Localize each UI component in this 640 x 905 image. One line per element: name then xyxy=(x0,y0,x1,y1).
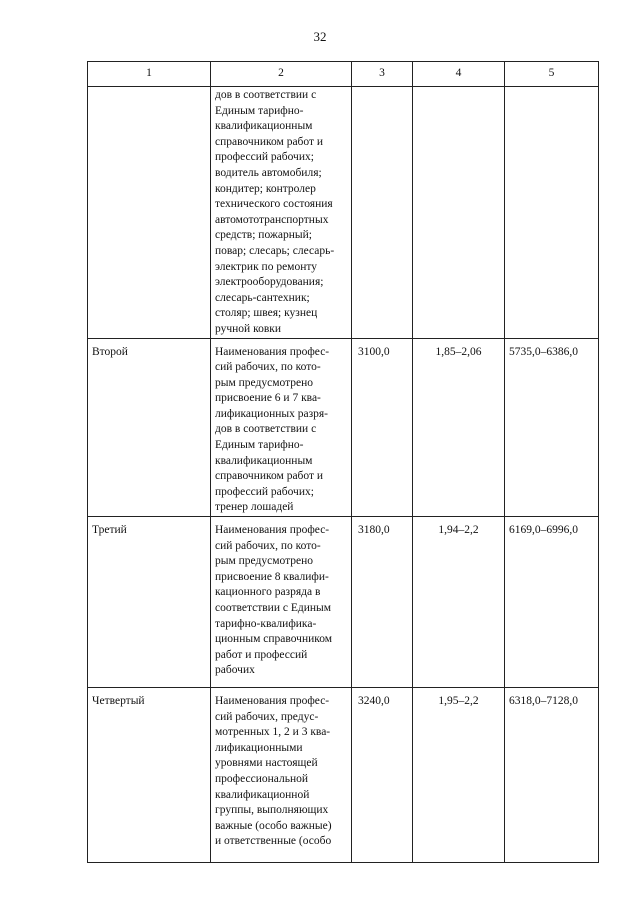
text-line: средств; пожарный; xyxy=(215,229,312,242)
range-cell: 6169,0–6996,0 xyxy=(505,517,599,688)
text-line: тарифно-квалифика- xyxy=(215,617,317,630)
column-header: 4 xyxy=(413,62,505,87)
professions-cell xyxy=(211,87,352,339)
text-line: присвоение 8 квалифи- xyxy=(215,570,329,583)
text-line: Единым тарифно- xyxy=(215,104,304,117)
text-line: мотренных 1, 2 и 3 ква- xyxy=(215,726,331,739)
text-line: слесарь-сантехник; xyxy=(215,291,310,304)
header-row xyxy=(88,62,599,87)
text-line: водитель автомобиля; xyxy=(215,166,322,179)
text-line: автомототранспортных xyxy=(215,213,329,226)
column-header: 3 xyxy=(352,62,413,87)
text-line: сий рабочих, по кото- xyxy=(215,361,321,374)
professions-cell xyxy=(211,688,352,863)
salary-table xyxy=(87,61,599,863)
text-line: дов в соответствии с xyxy=(215,423,317,436)
coefficient-cell: 1,94–2,2 xyxy=(413,517,505,688)
salary-cell: 3240,0 xyxy=(352,688,413,863)
range-cell: 5735,0–6386,0 xyxy=(505,338,599,517)
text-line: повар; слесарь; слесарь- xyxy=(215,244,335,257)
text-line: кондитер; контролер xyxy=(215,182,316,195)
text-line: квалификационным xyxy=(215,454,313,467)
text-line: важные (особо важные) xyxy=(215,819,332,832)
table-row xyxy=(88,688,599,863)
text-line: квалификационной xyxy=(215,788,310,801)
coefficient-cell: 1,85–2,06 xyxy=(413,338,505,517)
text-line: соответствии с Единым xyxy=(215,602,332,614)
text-line: тренер лошадей xyxy=(215,501,294,514)
range-cell: 6318,0–7128,0 xyxy=(505,688,599,863)
level-cell xyxy=(88,87,211,339)
table-row-continuation xyxy=(88,87,599,339)
level-cell: Четвертый xyxy=(88,688,211,863)
salary-cell: 3180,0 xyxy=(352,517,413,688)
coefficient-cell: 1,95–2,2 xyxy=(413,688,505,863)
level-cell: Второй xyxy=(88,338,211,517)
text-line: технического состояния xyxy=(215,198,333,211)
text-line: электрик по ремонту xyxy=(215,260,317,273)
text-line: лификационных разря- xyxy=(215,407,329,420)
text-line: электрооборудования; xyxy=(215,276,324,289)
text-line: квалификационным xyxy=(215,120,313,133)
text-line: Наименования профес- xyxy=(215,524,330,537)
text-line: профессий рабочих; xyxy=(215,485,314,498)
text-line: Наименования профес- xyxy=(215,695,330,708)
text-line: справочником работ и xyxy=(215,135,324,148)
text-line: ручной ковки xyxy=(215,322,281,335)
text-line: профессиональной xyxy=(215,773,309,785)
text-line: и ответственные (особо xyxy=(215,835,332,848)
text-line: дов в соответствии с xyxy=(215,89,317,101)
text-line: рабочих xyxy=(215,664,255,677)
text-line: рым предусмотрено xyxy=(215,376,313,389)
coefficient-cell xyxy=(413,87,505,339)
professions-cell xyxy=(211,338,352,517)
text-line: профессий рабочих; xyxy=(215,151,314,164)
text-line: уровнями настоящей xyxy=(215,757,318,770)
professions-cell xyxy=(211,517,352,688)
column-header: 5 xyxy=(505,62,599,87)
range-cell xyxy=(505,87,599,339)
salary-cell xyxy=(352,87,413,339)
text-line: ционным справочником xyxy=(215,633,333,646)
table-row xyxy=(88,338,599,517)
text-line: сий рабочих, предус- xyxy=(215,710,319,723)
text-line: группы, выполняющих xyxy=(215,804,329,817)
text-line: Единым тарифно- xyxy=(215,439,304,452)
text-line: лификационными xyxy=(215,741,303,754)
text-line: столяр; швея; кузнец xyxy=(215,307,318,320)
text-line: рым предусмотрено xyxy=(215,555,313,568)
text-line: присвоение 6 и 7 ква- xyxy=(215,392,321,405)
column-header: 2 xyxy=(211,62,352,87)
page-number: 32 xyxy=(313,29,327,44)
text-line: справочником работ и xyxy=(215,470,324,483)
level-cell: Третий xyxy=(88,517,211,688)
table-row xyxy=(88,517,599,688)
column-header: 1 xyxy=(88,62,211,87)
text-line: работ и профессий xyxy=(215,648,308,661)
text-line: Наименования профес- xyxy=(215,345,330,358)
text-line: кационного разряда в xyxy=(215,586,321,599)
salary-cell: 3100,0 xyxy=(352,338,413,517)
text-line: сий рабочих, по кото- xyxy=(215,539,321,552)
